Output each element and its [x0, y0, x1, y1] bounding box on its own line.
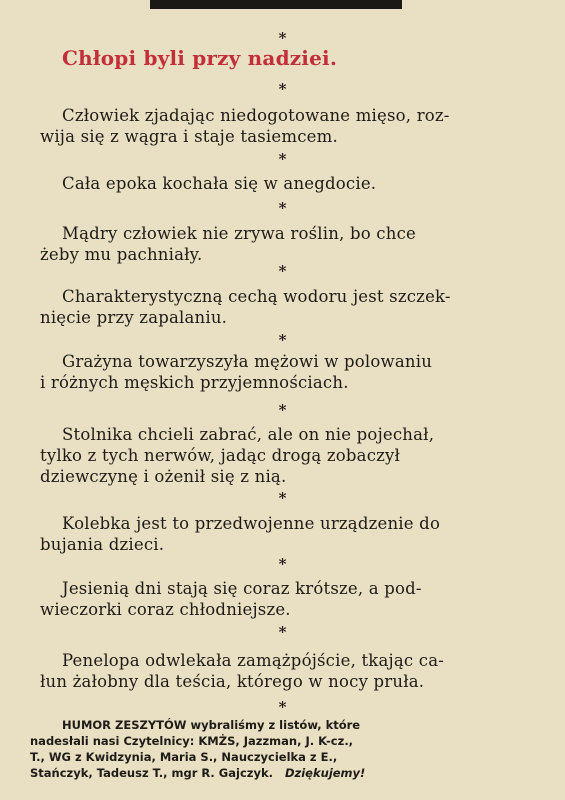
joke-line: Stolnika chcieli zabrać, ale on nie pojechał,	[62, 425, 435, 444]
separator-star: *	[278, 489, 287, 507]
thanks-text: Dziękujemy!	[285, 766, 366, 780]
joke-line: tylko z tych nerwów, jadąc drogą zobaczył	[40, 446, 401, 465]
joke-line: Penelopa odwlekała zamążpójście, tkając ca-	[62, 651, 445, 670]
credits-line: nadesłali nasi Czytelnicy: KMŻS, Jazzman, J. K-cz.,	[30, 734, 354, 748]
separator-star: *	[278, 150, 287, 168]
joke-line: Charakterystyczną cechą wodoru jest szczek-	[62, 287, 451, 306]
joke-line: Grażyna towarzyszyła mężowi w polowaniu	[62, 352, 433, 371]
credits-line: HUMOR ZESZYTÓW wybraliśmy z listów, które	[62, 718, 361, 732]
joke-line: nięcie przy zapalaniu.	[40, 308, 228, 327]
joke-line: i różnych męskich przyjemnościach.	[40, 373, 349, 392]
separator-star: *	[278, 262, 287, 280]
credits-line	[30, 765, 365, 781]
joke-line: Kolebka jest to przedwojenne urządzenie do	[62, 514, 441, 533]
joke-line: Jesienią dni stają się coraz krótsze, a pod-	[62, 579, 422, 598]
joke-line: wieczorki coraz chłodniejsze.	[40, 600, 291, 619]
separator-star: *	[278, 401, 287, 419]
joke-line: dziewczynę i ożenił się z nią.	[40, 467, 287, 486]
joke-line: bujania dzieci.	[40, 535, 165, 554]
joke-line: Mądry człowiek nie zrywa roślin, bo chce	[62, 224, 416, 243]
credits-names: Stańczyk, Tadeusz T., mgr R. Gajczyk.	[30, 766, 273, 780]
separator-star: *	[278, 29, 287, 47]
credits-line: T., WG z Kwidzynia, Maria S., Nauczycielka z E.,	[30, 750, 338, 764]
separator-star: *	[278, 80, 287, 98]
joke-line: Człowiek zjadając niedogotowane mięso, roz-	[62, 106, 450, 125]
article-title: Chłopi byli przy nadziei.	[62, 46, 337, 70]
joke-line: Cała epoka kochała się w anegdocie.	[62, 174, 377, 193]
joke-line: wija się z wągra i staje tasiemcem.	[40, 127, 338, 146]
joke-line: żeby mu pachniały.	[40, 245, 203, 264]
separator-star: *	[278, 623, 287, 641]
separator-star: *	[278, 199, 287, 217]
separator-star: *	[278, 555, 287, 573]
separator-star: *	[278, 331, 287, 349]
joke-line: łun żałobny dla teścia, którego w nocy pruła.	[40, 672, 425, 691]
separator-star: *	[278, 698, 287, 716]
top-header-bar	[150, 0, 402, 9]
